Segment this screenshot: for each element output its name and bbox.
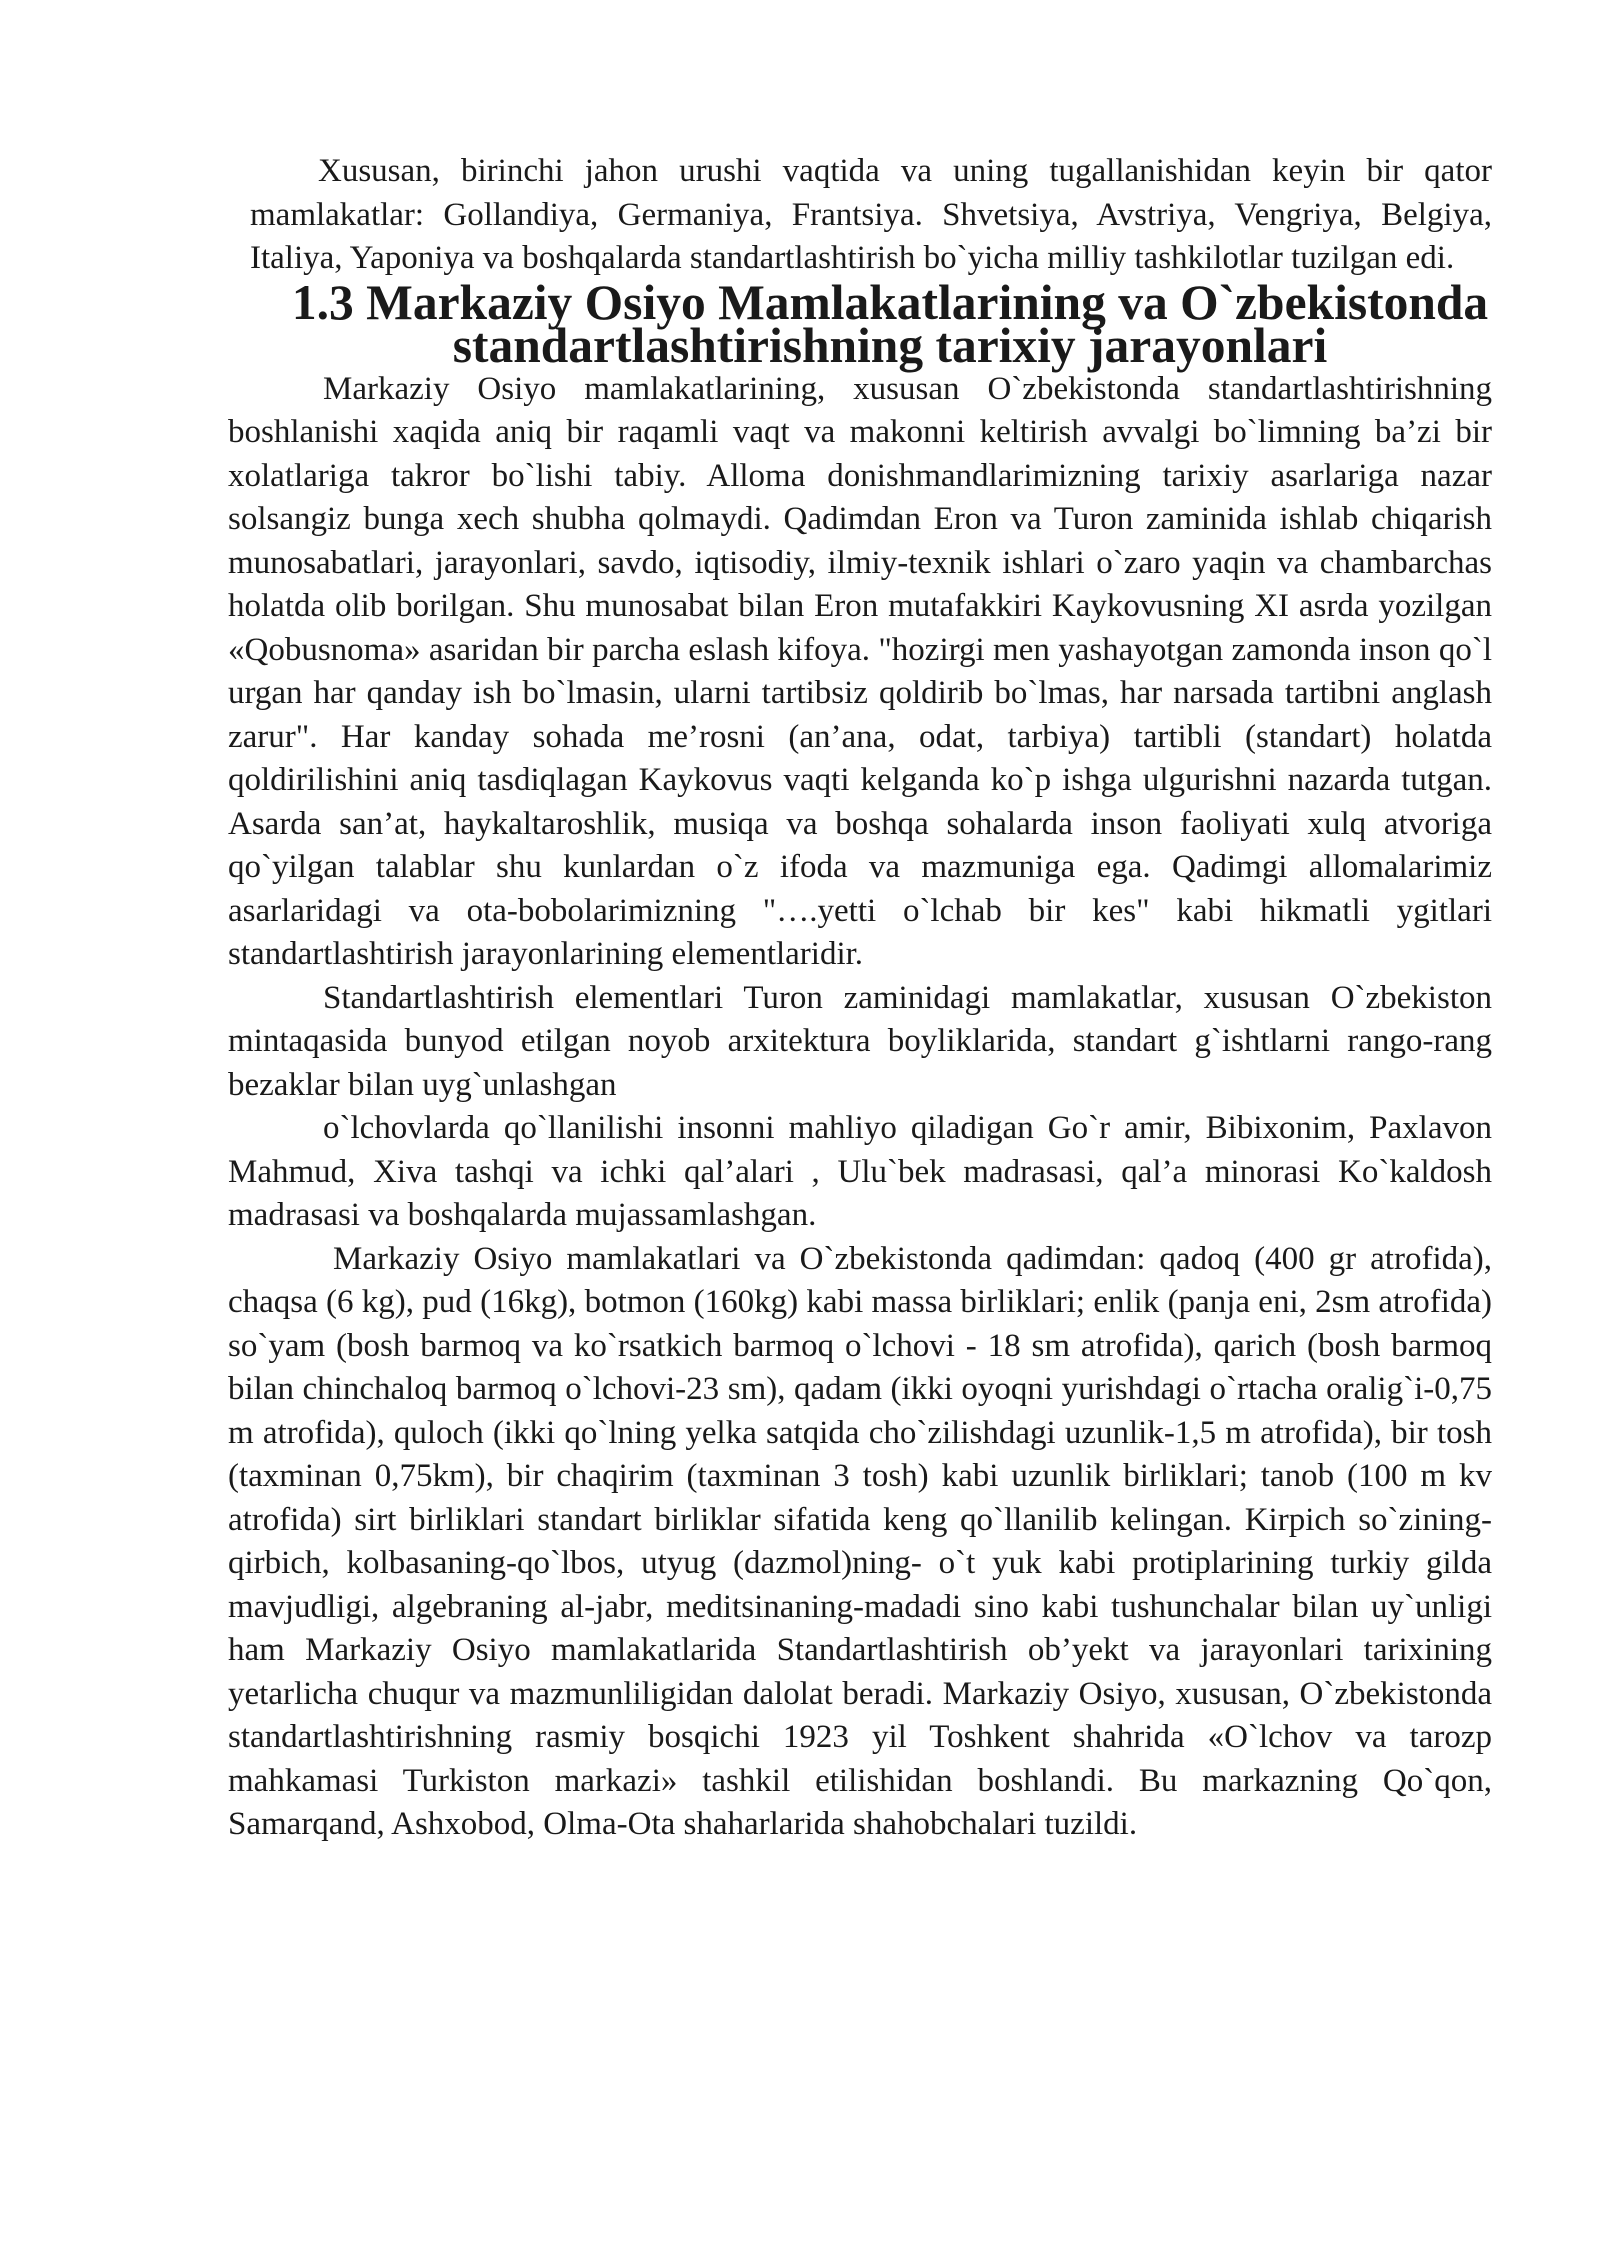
paragraph-architecture: Standartlashtirish elementlari Turon zaminidagi mamlakatlar, xususan O`zbekiston mintaqasida bunyod etilgan noyob arxitektura boyliklarida, standart g`ishtlarni rango-rang bezaklar bilan uyg`unlashgan — [228, 979, 1492, 1103]
paragraph-national-organizations: Xususan, birinchi jahon urushi vaqtida va uning tugallanishidan keyin bir qator mamlakatlar: Gollandiya, Germaniya, Frantsiya. Shvetsiya, Avstriya, Vengriya, Belgiya, Italiya, Yaponiya va boshqalarda standartlashtirish bo`yicha milliy tashkilotlar tuzilgan edi. — [250, 153, 1492, 276]
paragraph-history: Markaziy Osiyo mamlakatlarining, xususan O`zbekistonda standartlashtirishning boshlanishi xaqida aniq bir raqamli vaqt va makonni keltirish avvalgi bo`limning ba’zi bir xolatlariga takror bo`lishi tabiy. Alloma donishmandlarimizning tarixiy asarlariga nazar solsangiz bunga xech shubha qolmaydi. Qadimdan Eron va Turon zaminida ishlab chiqarish munosabatlari, jarayonlari, savdo, iqtisodiy, ilmiy-texnik ishlari o`zaro yaqin va chambarchas holatda olib borilgan. Shu munosabat bilan Eron mutafakkiri Kaykovusning XI asrda yozilgan «Qobusnoma» asaridan bir parcha eslash kifoya. "hozirgi men yashayotgan zamonda inson qo`l urgan har qanday ish bo`lmasin, ularni tartibsiz qoldirib bo`lmas, har narsada tartibni anglash zarur". Har kanday sohada me’rosni (an’ana, odat, tarbiya) tartibli (standart) holatda qoldirilishini aniq tasdiqlagan Kaykovus vaqti kelganda ko`p ishga ulgurishni nazarda tutgan. Asarda san’at, haykaltaroshlik, musiqa va boshqa sohalarda inson faoliyati xulq atvoriga qo`yilgan talablar shu kunlardan o`z ifoda va mazmuniga ega. Qadimgi allomalarimiz asarlaridagi va ota-bobolarimizning "….yetti o`lchab bir kes" kabi hikmatli ygitlari standartlashtirish jarayonlarining elementlaridir. — [228, 370, 1492, 972]
section-heading — [228, 274, 1492, 373]
section-heading-line-2: standartlashtirishning tarixiy jarayonlari — [452, 318, 1328, 373]
section-heading-line-1: 1.3 Markaziy Osiyo Mamlakatlarining va O`zbekistonda — [291, 274, 1489, 330]
paragraph-units: Markaziy Osiyo mamlakatlari va O`zbekistonda qadimdan: qadoq (400 gr atrofida), chaqsa (6 kg), pud (16kg), botmon (160kg) kabi massa birliklari; enlik (panja eni, 2sm atrofida) so`yam (bosh barmoq va ko`rsatkich barmoq o`lchovi - 18 sm atrofida), qarich (bosh barmoq bilan chinchaloq barmoq o`lchovi-23 sm), qadam (ikki oyoqni yurishdagi o`rtacha oralig`i-0,75 m atrofida), quloch (ikki qo`lning yelka satqida cho`zilishdagi uzunlik-1,5 m atrofida), bir tosh (taxminan 0,75km), bir chaqirim (taxminan 3 tosh) kabi uzunlik birliklari; tanob (100 m kv atrofida) sirt birliklari standart birliklar sifatida keng qo`llanilib kelingan. Kirpich so`zining-qirbich, kolbasaning-qo`lbos, utyug (dazmol)ning- o`t yuk kabi protiplarining turkiy gilda mavjudligi, algebraning al-jabr, meditsinaning-madadi sino kabi tushunchalar bilan uy`unligi ham Markaziy Osiyo mamlakatlarida Standartlashtirish ob’yekt va jarayonlari tarixining yetarlicha chuqur va mazmunliligidan dalolat beradi. Markaziy Osiyo, xususan, O`zbekistonda standartlashtirishning rasmiy bosqichi 1923 yil Toshkent shahrida «O`lchov va tarozp mahkamasi Turkiston markazi» tashkil etilishidan boshlandi. Bu markazning Qo`qon, Samarqand, Ashxobod, Olma-Ota shaharlarida shahobchalari tuzildi. — [228, 1240, 1492, 1842]
paragraph-monuments: o`lchovlarda qo`llanilishi insonni mahliyo qiladigan Go`r amir, Bibixonim, Paxlavon Mahmud, Xiva tashqi va ichki qal’alari , Ulu`bek madrasasi, qal’a minorasi Ko`kaldosh madrasasi va boshqalarda mujassamlashgan. — [228, 1110, 1492, 1233]
